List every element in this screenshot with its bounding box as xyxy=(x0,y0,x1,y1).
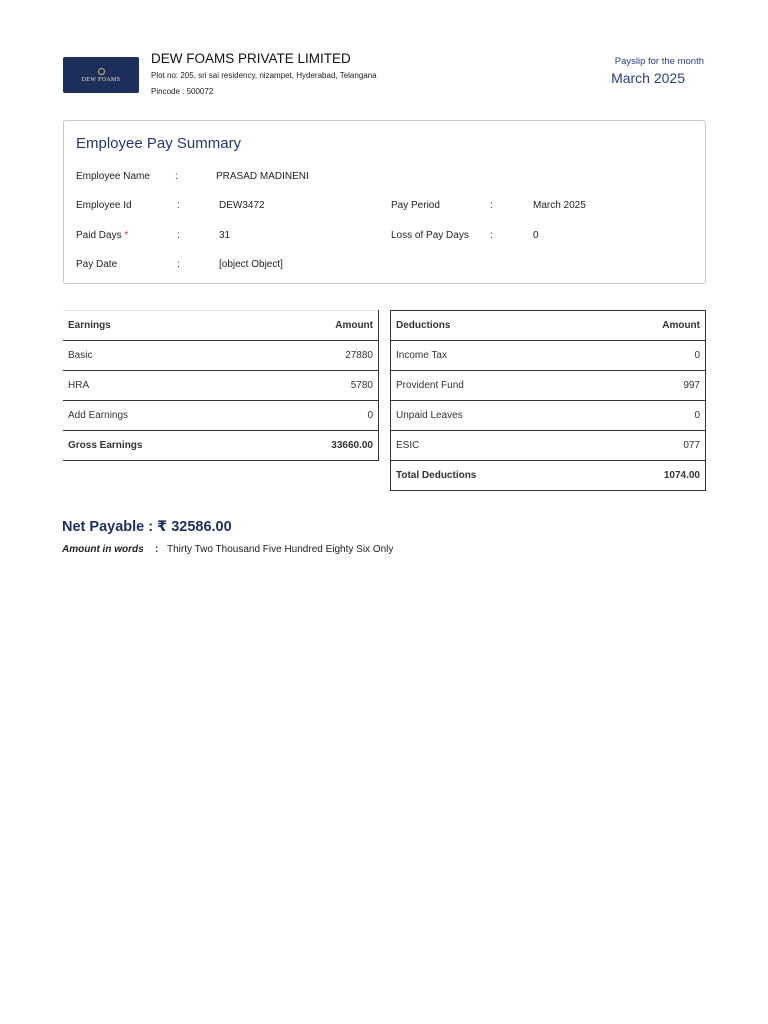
deductions-table xyxy=(390,310,706,491)
deduction-label: Unpaid Leaves xyxy=(396,410,463,421)
employee-name-value: PRASAD MADINENI xyxy=(216,171,309,182)
pay-date-value: [object Object] xyxy=(219,259,283,270)
company-logo xyxy=(63,57,139,93)
paid-days-label xyxy=(76,230,128,241)
summary-title: Employee Pay Summary xyxy=(76,135,242,152)
employee-id-label: Employee Id xyxy=(76,200,132,211)
gross-earnings-amount: 33660.00 xyxy=(258,431,379,461)
earning-label: Add Earnings xyxy=(68,410,129,421)
deduction-amount: 0 xyxy=(694,410,700,421)
table-row xyxy=(63,371,379,401)
logo-text: DEW FOAMS xyxy=(81,76,121,83)
paid-days-label-text: Paid Days xyxy=(76,230,122,241)
loss-of-pay-days-colon: : xyxy=(490,230,493,241)
table-row xyxy=(391,431,706,461)
gross-earnings-label: Gross Earnings xyxy=(68,440,143,451)
deduction-label: Provident Fund xyxy=(396,380,464,391)
paid-days-colon: : xyxy=(177,230,180,241)
employee-pay-summary-card xyxy=(63,120,706,284)
pay-period-value: March 2025 xyxy=(533,200,586,211)
deduction-amount: 997 xyxy=(683,380,700,391)
earning-label: HRA xyxy=(68,380,90,391)
company-pincode: Pincode : 500072 xyxy=(151,87,214,96)
employee-id-colon: : xyxy=(177,200,180,211)
table-row xyxy=(391,341,706,371)
deduction-amount: 077 xyxy=(683,440,700,451)
total-deductions-row xyxy=(391,461,706,491)
table-row xyxy=(63,341,379,371)
paid-days-value: 31 xyxy=(219,230,231,241)
table-row xyxy=(391,401,706,431)
employee-name-colon: : xyxy=(175,171,178,182)
gross-earnings-row xyxy=(63,431,379,461)
earnings-table xyxy=(63,310,379,461)
earning-amount: 5780 xyxy=(258,371,379,401)
logo-emblem-icon xyxy=(98,68,105,75)
amount-in-words-label: Amount in words xyxy=(62,544,144,555)
deductions-header-row xyxy=(391,311,706,341)
required-mark: * xyxy=(124,230,129,241)
pay-date-label: Pay Date xyxy=(76,259,118,270)
earning-amount: 0 xyxy=(258,401,379,431)
pay-period-colon: : xyxy=(490,200,493,211)
pay-date-colon: : xyxy=(177,259,180,270)
deduction-label: Income Tax xyxy=(396,350,447,361)
amount-in-words-colon: : xyxy=(155,544,159,555)
total-deductions-label: Total Deductions xyxy=(396,470,477,481)
net-payable: Net Payable : ₹ 32586.00 xyxy=(62,519,232,535)
earning-label: Basic xyxy=(68,350,93,361)
table-row xyxy=(391,371,706,401)
employee-id-value: DEW3472 xyxy=(219,200,265,211)
earnings-header-amount: Amount xyxy=(258,311,379,341)
loss-of-pay-days-label: Loss of Pay Days xyxy=(391,230,469,241)
employee-name-label: Employee Name xyxy=(76,171,150,182)
loss-of-pay-days-value: 0 xyxy=(533,230,539,241)
earnings-header-row xyxy=(63,311,379,341)
payslip-month: March 2025 xyxy=(611,70,685,86)
earning-amount: 27880 xyxy=(258,341,379,371)
earnings-header-label: Earnings xyxy=(68,320,111,331)
payslip-label: Payslip for the month xyxy=(614,56,704,67)
table-row xyxy=(63,401,379,431)
deductions-header-label: Deductions xyxy=(396,320,451,331)
amount-in-words-value: Thirty Two Thousand Five Hundred Eighty Six Only xyxy=(167,544,394,555)
company-name: DEW FOAMS PRIVATE LIMITED xyxy=(151,51,351,66)
company-address: Plot no: 205, sri sai residency, nizampet, Hyderabad, Telangana xyxy=(151,71,377,80)
total-deductions-amount: 1074.00 xyxy=(663,470,700,481)
deduction-amount: 0 xyxy=(694,350,700,361)
pay-period-label: Pay Period xyxy=(391,200,440,211)
deductions-header-amount: Amount xyxy=(662,320,700,331)
deduction-label: ESIC xyxy=(396,440,420,451)
